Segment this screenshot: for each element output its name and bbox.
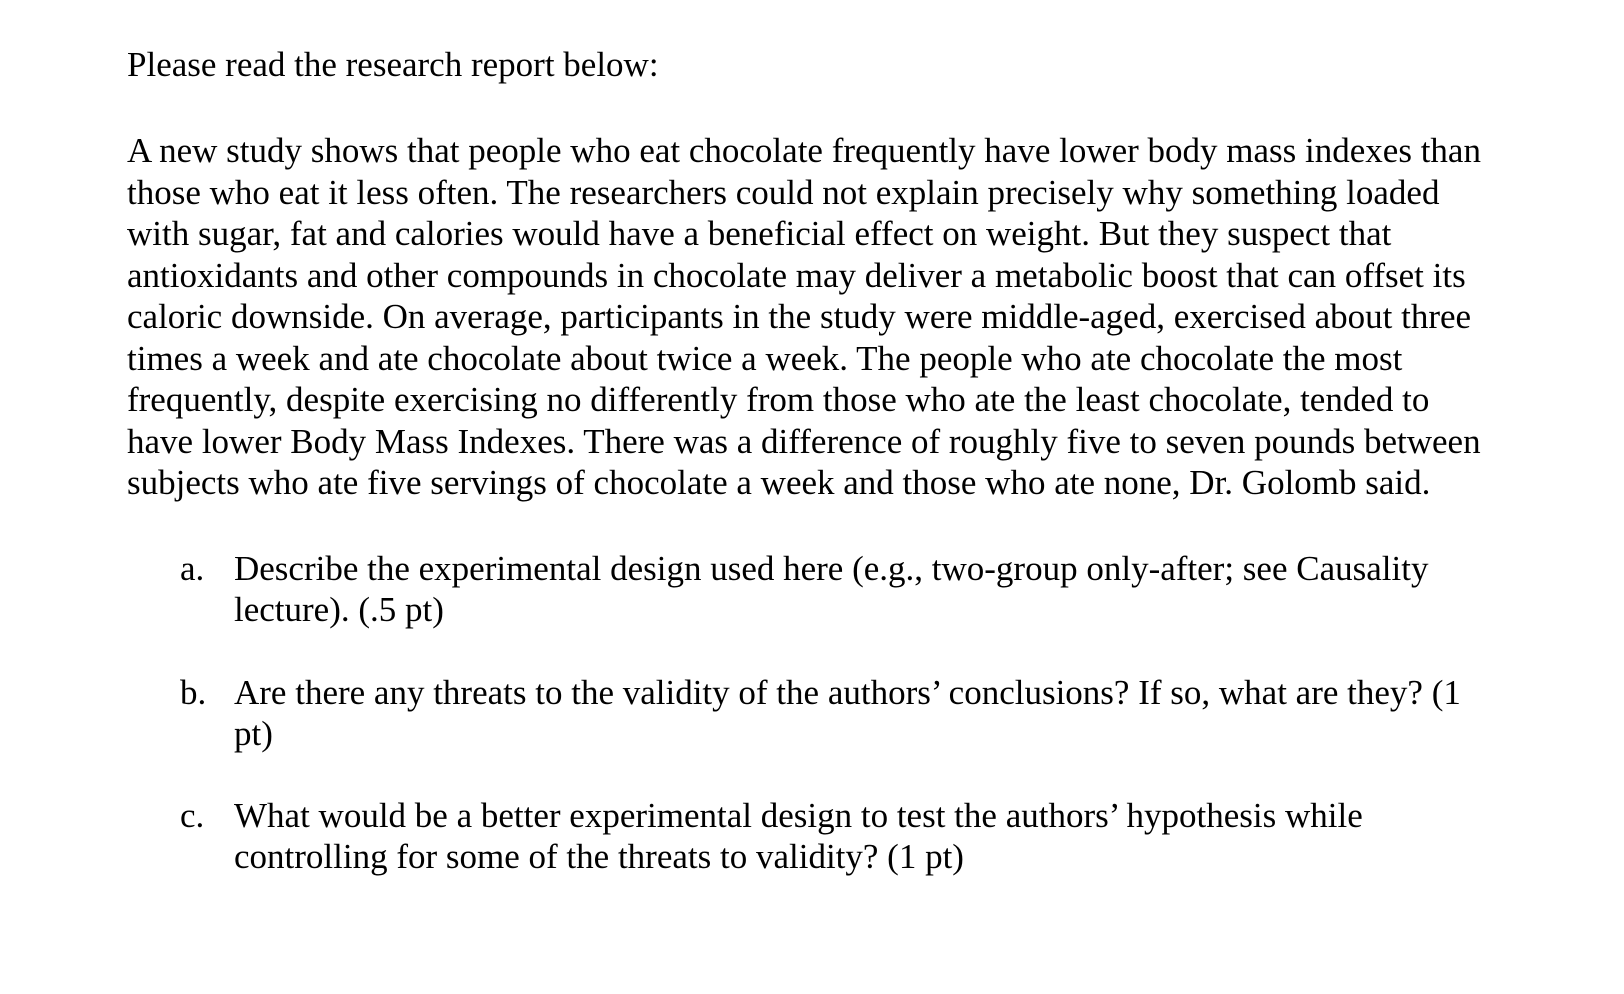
report-line: subjects who ate five servings of chocolate a week and those who ate none, Dr. Golomb said.: [127, 463, 1431, 502]
question-line: controlling for some of the threats to validity? (1 pt): [234, 837, 964, 876]
report-line: caloric downside. On average, participants in the study were middle-aged, exercised about three: [127, 297, 1472, 336]
question-line: lecture). (.5 pt): [234, 590, 444, 629]
question-line: Are there any threats to the validity of the authors’ conclusions? If so, what are they? (1: [234, 673, 1461, 712]
question-b-text: [234, 672, 1534, 754]
intro-heading: Please read the research report below:: [127, 45, 659, 84]
question-line: What would be a better experimental design to test the authors’ hypothesis while: [234, 796, 1363, 835]
question-line: Describe the experimental design used here (e.g., two-group only-after; see Causality: [234, 549, 1429, 588]
question-c-text: [234, 795, 1534, 877]
report-line: with sugar, fat and calories would have a beneficial effect on weight. But they suspect that: [127, 214, 1392, 253]
question-b-marker: b.: [180, 673, 207, 712]
report-line: have lower Body Mass Indexes. There was a difference of roughly five to seven pounds between: [127, 421, 1481, 461]
question-a-text: [234, 548, 1534, 630]
research-report-paragraph: [127, 130, 1577, 504]
question-a-marker: a.: [180, 549, 205, 588]
question-line: pt): [234, 714, 273, 753]
report-line: those who eat it less often. The researchers could not explain precisely why something loaded: [127, 172, 1440, 212]
report-line: times a week and ate chocolate about twice a week. The people who ate chocolate the most: [127, 338, 1403, 378]
report-line: antioxidants and other compounds in chocolate may deliver a metabolic boost that can offset its: [127, 255, 1466, 295]
report-line: frequently, despite exercising no differently from those who ate the least chocolate, tended to: [127, 380, 1430, 419]
report-line: A new study shows that people who eat chocolate frequently have lower body mass indexes than: [127, 131, 1481, 170]
question-c-marker: c.: [180, 796, 205, 835]
